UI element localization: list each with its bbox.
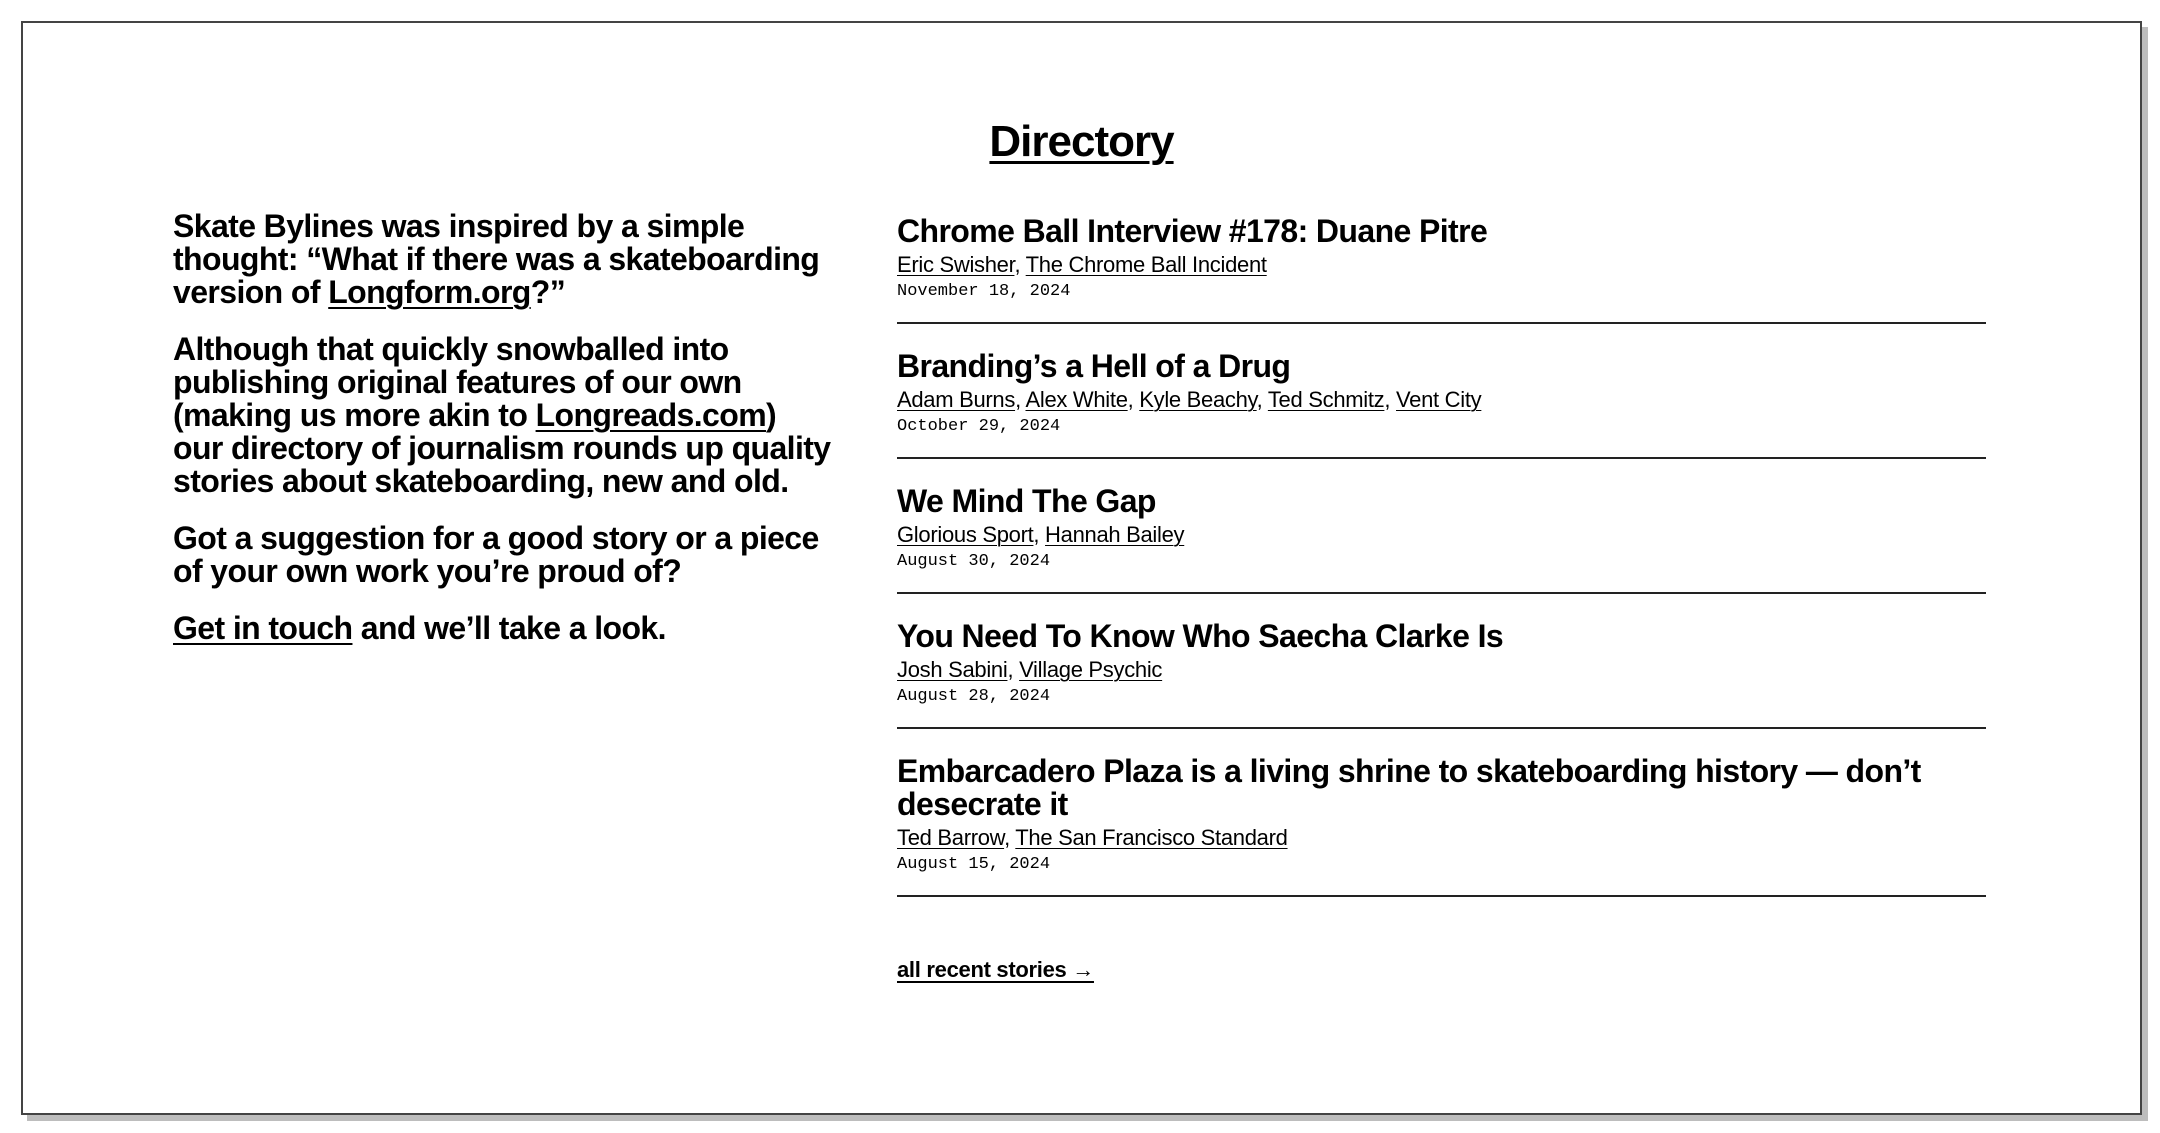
page-title bbox=[23, 118, 2140, 166]
byline-separator: , bbox=[1007, 657, 1020, 682]
story-item bbox=[897, 485, 1986, 594]
story-date: October 29, 2024 bbox=[897, 417, 1061, 436]
byline-separator: , bbox=[1384, 387, 1397, 412]
intro-text-span: Although that quickly snowballed into publishing original features of our own (making us more akin to bbox=[173, 331, 742, 433]
longform-link[interactable]: Longform.org bbox=[328, 274, 531, 310]
byline-separator: , bbox=[1015, 387, 1026, 412]
story-item bbox=[897, 350, 1986, 459]
byline-link[interactable]: The San Francisco Standard bbox=[1015, 825, 1288, 850]
story-item bbox=[897, 755, 1986, 897]
story-title[interactable]: Chrome Ball Interview #178: Duane Pitre bbox=[897, 213, 1488, 249]
intro-text-span: and we’ll take a look. bbox=[352, 610, 666, 646]
byline-link[interactable]: The Chrome Ball Incident bbox=[1025, 252, 1267, 277]
story-date: August 15, 2024 bbox=[897, 855, 1051, 874]
story-bylines bbox=[897, 823, 1986, 853]
story-date: August 28, 2024 bbox=[897, 687, 1051, 706]
story-title[interactable]: Branding’s a Hell of a Drug bbox=[897, 348, 1291, 384]
byline-separator: , bbox=[1033, 522, 1046, 547]
byline-link[interactable]: Josh Sabini bbox=[897, 657, 1008, 682]
story-bylines bbox=[897, 655, 1986, 685]
intro-paragraph-4 bbox=[173, 612, 833, 645]
intro-paragraph-1 bbox=[173, 210, 833, 309]
story-item bbox=[897, 620, 1986, 729]
story-date: August 30, 2024 bbox=[897, 552, 1051, 571]
byline-link[interactable]: Kyle Beachy bbox=[1139, 387, 1257, 412]
story-bylines bbox=[897, 385, 1986, 415]
story-title[interactable]: Embarcadero Plaza is a living shrine to skateboarding history — don’t desecrate it bbox=[897, 753, 1921, 822]
story-bylines bbox=[897, 520, 1986, 550]
directory-title-link[interactable]: Directory bbox=[989, 117, 1174, 167]
byline-separator: , bbox=[1014, 252, 1026, 277]
byline-link[interactable]: Hannah Bailey bbox=[1045, 522, 1185, 547]
story-container bbox=[897, 215, 1986, 897]
byline-link[interactable]: Eric Swisher bbox=[897, 252, 1015, 277]
story-title[interactable]: We Mind The Gap bbox=[897, 483, 1156, 519]
byline-link[interactable]: Ted Barrow bbox=[897, 825, 1005, 850]
intro-paragraph-3: Got a suggestion for a good story or a piece of your own work you’re proud of? bbox=[173, 520, 819, 589]
intro-paragraph-2 bbox=[173, 333, 833, 498]
intro-text-span: Skate Bylines was inspired by a simple thought: “What if there was a skateboarding version of bbox=[173, 208, 820, 310]
byline-link[interactable]: Glorious Sport bbox=[897, 522, 1034, 547]
byline-separator: , bbox=[1127, 387, 1140, 412]
story-date: November 18, 2024 bbox=[897, 282, 1071, 301]
byline-separator: , bbox=[1004, 825, 1016, 850]
page-frame bbox=[21, 21, 2142, 1115]
all-recent-stories-link[interactable]: all recent stories → bbox=[897, 957, 1094, 982]
story-title[interactable]: You Need To Know Who Saecha Clarke Is bbox=[897, 618, 1504, 654]
story-item bbox=[897, 215, 1986, 324]
byline-link[interactable]: Alex White bbox=[1025, 387, 1128, 412]
byline-link[interactable]: Village Psychic bbox=[1019, 657, 1163, 682]
get-in-touch-link[interactable]: Get in touch bbox=[173, 610, 353, 646]
byline-separator: , bbox=[1256, 387, 1268, 412]
story-bylines bbox=[897, 250, 1986, 280]
byline-link[interactable]: Vent City bbox=[1396, 387, 1482, 412]
longreads-link[interactable]: Longreads.com bbox=[535, 397, 767, 433]
byline-link[interactable]: Ted Schmitz bbox=[1267, 387, 1385, 412]
intro-text-span: ) our directory of journalism rounds up quality stories about skateboarding, new and old. bbox=[173, 397, 831, 499]
intro-text bbox=[173, 210, 833, 669]
byline-link[interactable]: Adam Burns bbox=[897, 387, 1016, 412]
intro-text-span: ?” bbox=[530, 274, 566, 310]
story-list bbox=[897, 215, 1986, 983]
